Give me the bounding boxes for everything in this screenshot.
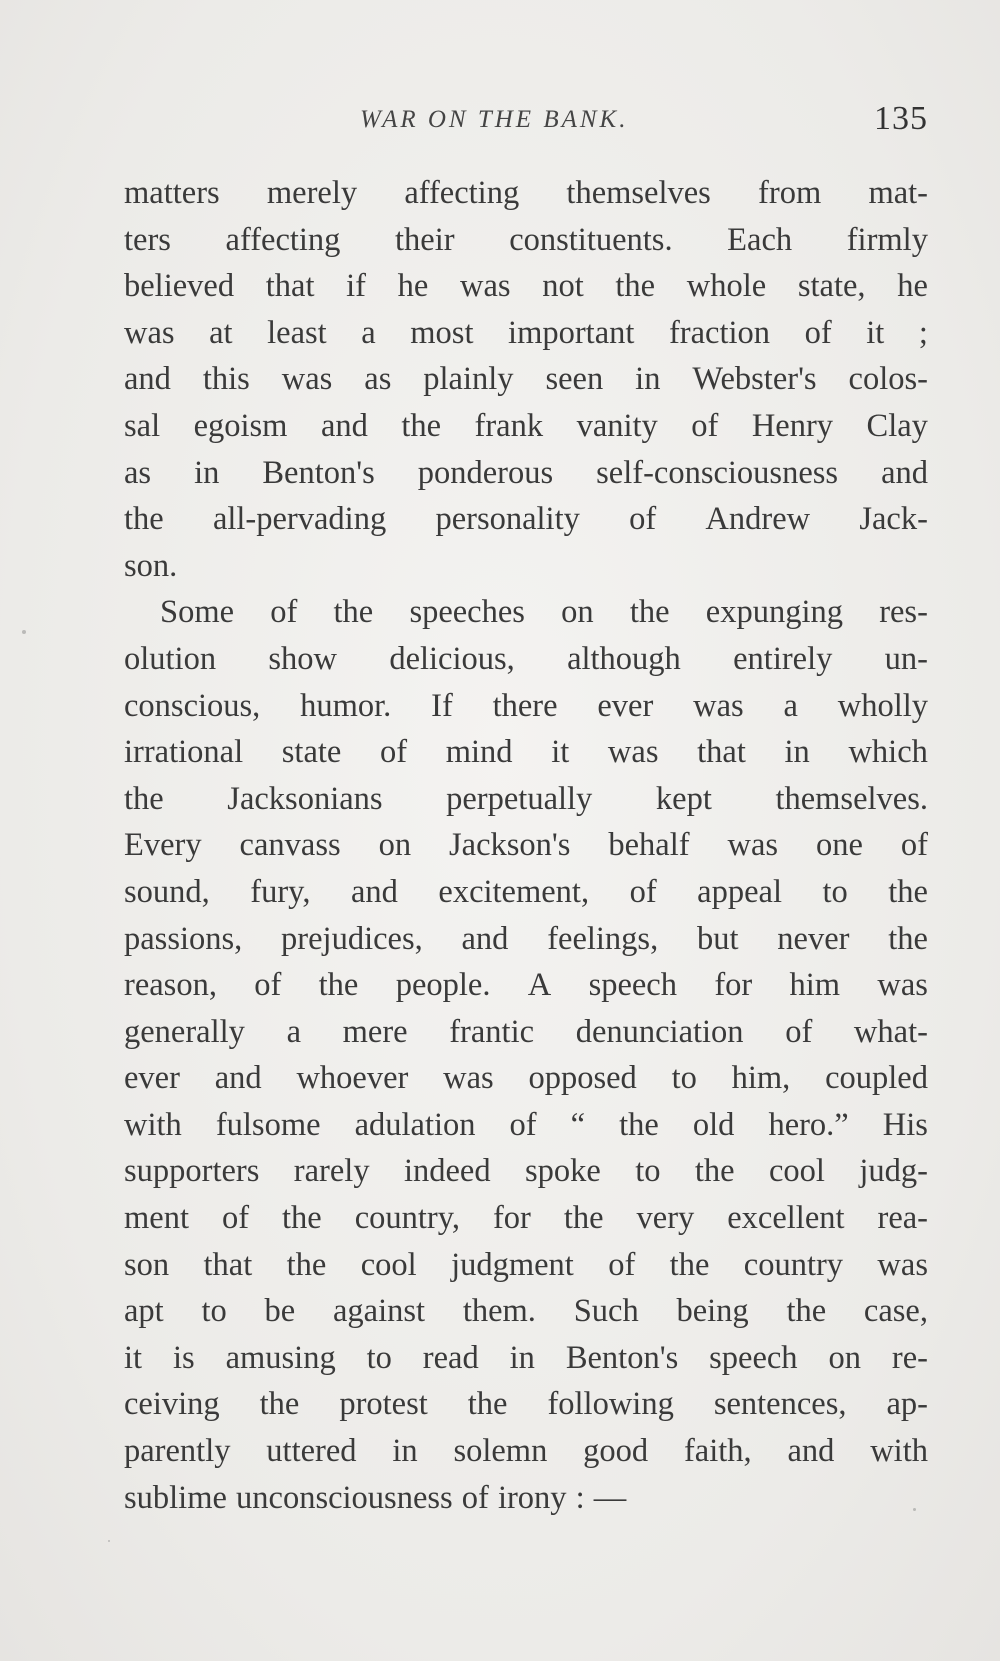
text-line: sal egoism and the frank vanity of Henry Clay: [124, 407, 928, 444]
text-line: Some of the speeches on the expunging res-: [160, 594, 928, 631]
running-title: WAR ON THE BANK.: [360, 106, 629, 133]
text-line: son.: [124, 547, 178, 584]
paper-speck: [108, 1540, 110, 1542]
text-line: sublime unconsciousness of irony : —: [124, 1479, 627, 1516]
text-line: ment of the country, for the very excellent rea-: [124, 1200, 928, 1237]
text-line: conscious, humor. If there ever was a wholly: [124, 687, 928, 724]
text-line: passions, prejudices, and feelings, but never the: [124, 920, 928, 957]
text-line: believed that if he was not the whole state, he: [124, 268, 928, 305]
running-head: [124, 100, 928, 150]
text-line: matters merely affecting themselves from mat-: [124, 175, 928, 211]
text-line: son that the cool judgment of the country was: [124, 1246, 928, 1283]
text-line: was at least a most important fraction of it ;: [124, 314, 928, 351]
text-line: irrational state of mind it was that in which: [124, 734, 928, 771]
text-line: sound, fury, and excitement, of appeal to the: [124, 873, 928, 910]
text-line: it is amusing to read in Benton's speech on re-: [124, 1339, 928, 1376]
text-line: the all-pervading personality of Andrew Jack-: [124, 501, 928, 538]
text-line: Every canvass on Jackson's behalf was one of: [124, 827, 928, 864]
paper-speck: [22, 630, 26, 634]
text-line: and this was as plainly seen in Webster's colos-: [124, 361, 928, 398]
paper-speck: [913, 1508, 916, 1511]
page-number: 135: [874, 100, 928, 137]
text-line: the Jacksonians perpetually kept themselves.: [124, 780, 928, 817]
text-line: apt to be against them. Such being the case,: [124, 1293, 928, 1330]
text-line: supporters rarely indeed spoke to the cool judg-: [124, 1153, 928, 1190]
text-line: with fulsome adulation of “ the old hero.” His: [124, 1106, 928, 1143]
text-line: as in Benton's ponderous self-consciousness and: [124, 454, 928, 491]
text-line: generally a mere frantic denunciation of what-: [124, 1013, 928, 1050]
text-line: ters affecting their constituents. Each firmly: [124, 221, 928, 258]
text-line: ever and whoever was opposed to him, coupled: [124, 1060, 928, 1097]
text-line: parently uttered in solemn good faith, and with: [124, 1433, 928, 1470]
body-text: [124, 170, 928, 1521]
text-line: ceiving the protest the following sentences, ap-: [124, 1386, 928, 1423]
text-line: olution show delicious, although entirely un-: [124, 640, 928, 677]
text-line: reason, of the people. A speech for him was: [124, 967, 928, 1004]
